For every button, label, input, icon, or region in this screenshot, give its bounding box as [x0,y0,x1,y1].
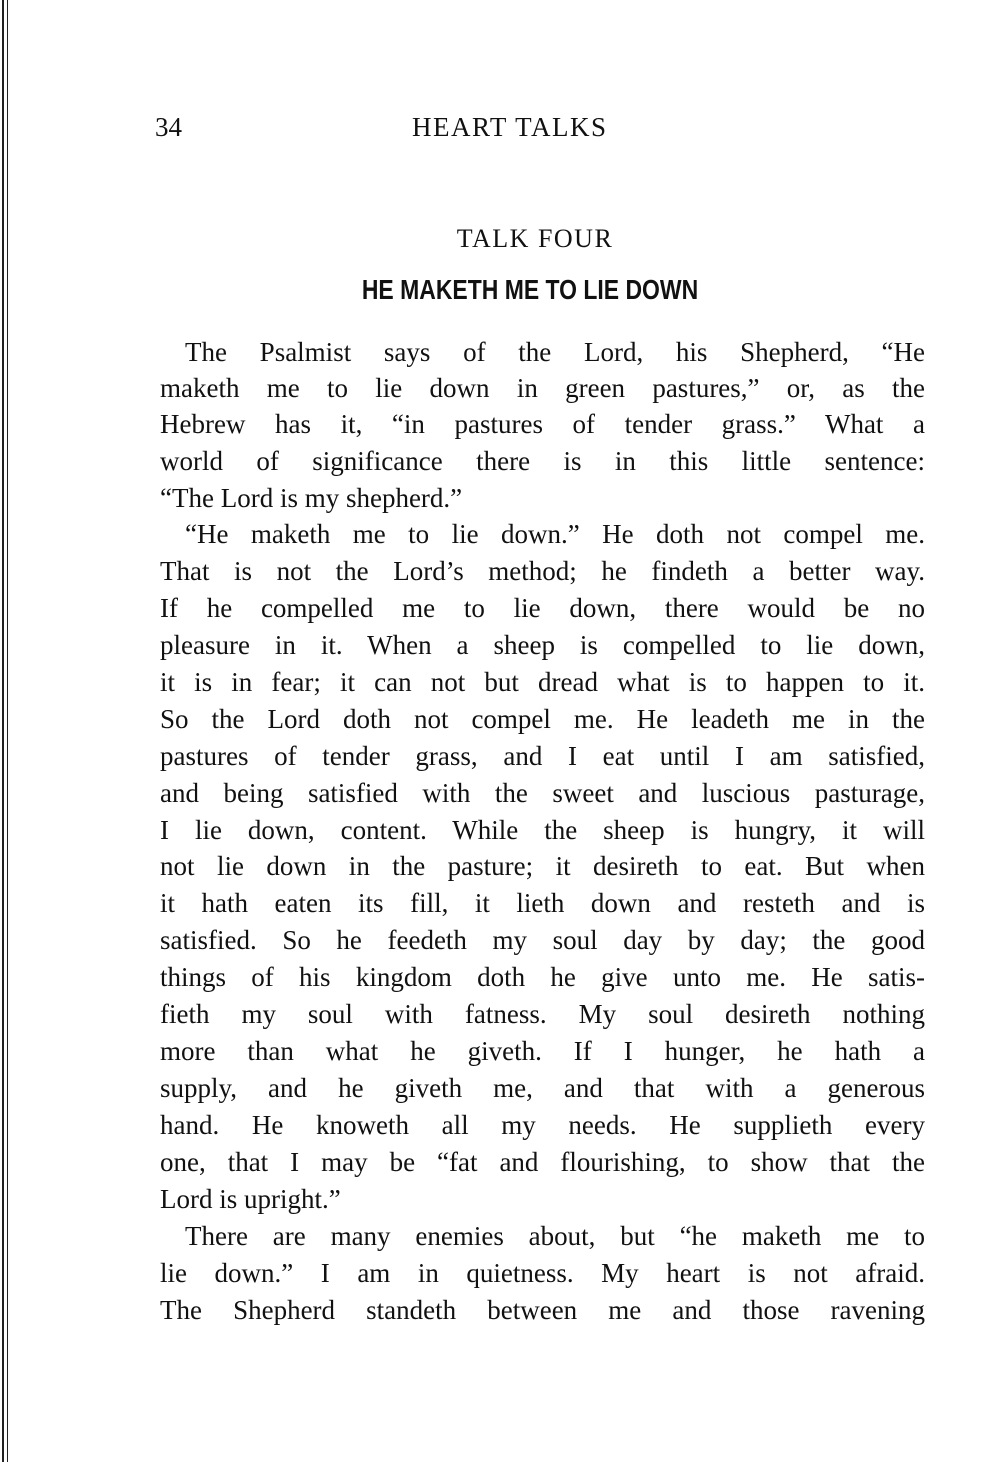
text-line: “The Lord is my shepherd.” [160,483,463,513]
running-head: HEART TALKS [412,112,608,142]
text-line: supply, and he giveth me, and that with a generous [160,1073,925,1103]
text-line: world of significance there is in this little sentence: [160,446,925,476]
text-line: satisfied. So he feedeth my soul day by day; the good [160,925,925,955]
text-line: Hebrew has it, “in pastures of tender grass.” What a [160,409,925,439]
text-line: things of his kingdom doth he give unto me. He satis- [160,962,925,992]
text-line: The Shepherd standeth between me and those ravening [160,1295,925,1325]
text-line: The Psalmist says of the Lord, his Shepherd, “He [185,337,925,367]
text-line: it is in fear; it can not but dread what is to happen to it. [160,667,925,697]
scan-edge-line [7,0,8,1462]
text-line: maketh me to lie down in green pastures,” or, as the [160,373,925,403]
text-line: more than what he giveth. If I hunger, he hath a [160,1036,925,1066]
text-line: lie down.” I am in quietness. My heart is not afraid. [160,1258,925,1288]
text-line: That is not the Lord’s method; he findeth a better way. [160,556,925,586]
scan-edge-line [2,0,4,1462]
text-line: If he compelled me to lie down, there would be no [160,593,925,623]
text-line: it hath eaten its fill, it lieth down and resteth and is [160,888,925,918]
text-line: pastures of tender grass, and I eat until I am satisfied, [160,741,925,771]
text-line: “He maketh me to lie down.” He doth not compel me. [185,519,925,549]
text-line: hand. He knoweth all my needs. He supplieth every [160,1110,925,1140]
text-line: Lord is upright.” [160,1184,341,1214]
section-label: TALK FOUR [456,224,614,253]
text-line: not lie down in the pasture; it desireth to eat. But when [160,851,925,881]
text-line: So the Lord doth not compel me. He leadeth me in the [160,704,925,734]
text-line: and being satisfied with the sweet and luscious pasturage, [160,778,925,808]
text-line: one, that I may be “fat and flourishing, to show that the [160,1147,925,1177]
text-line: There are many enemies about, but “he maketh me to [185,1221,925,1251]
text-line: fieth my soul with fatness. My soul desireth nothing [160,999,925,1029]
chapter-title: HE MAKETH ME TO LIE DOWN [361,274,699,305]
text-line: pleasure in it. When a sheep is compelled to lie down, [160,630,925,660]
page-number: 34 [155,112,182,142]
text-line: I lie down, content. While the sheep is hungry, it will [160,815,925,845]
